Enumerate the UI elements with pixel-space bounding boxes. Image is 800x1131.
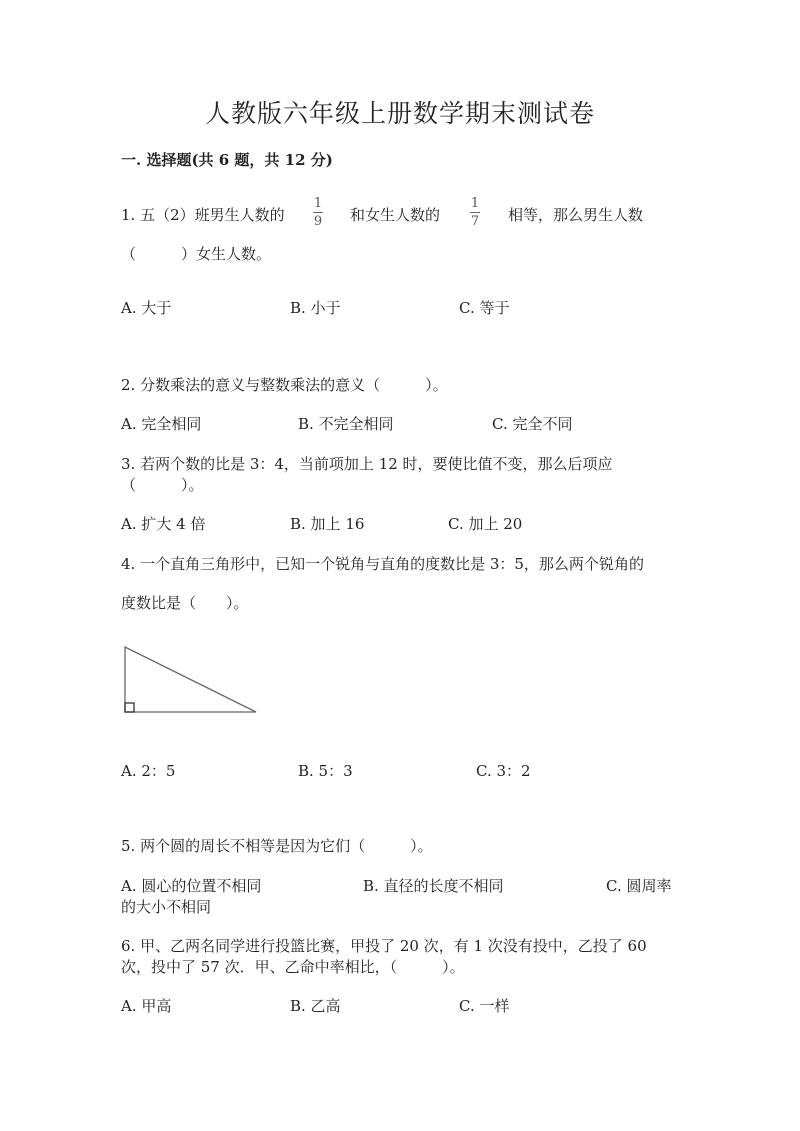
q4-text-line1: 4. 一个直角三角形中，已知一个锐角与直角的度数比是 3：5，那么两个锐角的 (121, 555, 644, 573)
q5-option-a: A. 圆心的位置不相同 (121, 877, 262, 895)
q5-option-b: B. 直径的长度不相同 (363, 877, 504, 895)
q4-option-c: C. 3：2 (476, 762, 531, 780)
q2-option-a: A. 完全相同 (121, 415, 202, 433)
q3-option-a: A. 扩大 4 倍 (121, 515, 206, 533)
q3-text-line1: 3. 若两个数的比是 3：4，当前项加上 12 时，要使比值不变，那么后项应 (121, 455, 613, 473)
q5-option-c-continued: 的大小不相同 (121, 898, 212, 916)
q1-fraction-1-numerator: 1 (313, 196, 323, 211)
q6-option-a: A. 甲高 (121, 997, 172, 1015)
q3-option-c: C. 加上 20 (448, 515, 523, 533)
q5-option-c: C. 圆周率 (606, 877, 672, 895)
q1-option-a: A. 大于 (121, 299, 172, 317)
q2-option-b: B. 不完全相同 (298, 415, 394, 433)
q4-text-line2: 度数比是（ ）。 (121, 594, 249, 612)
q6-option-c: C. 一样 (459, 997, 510, 1015)
q3-text-line2: （ ）。 (121, 476, 204, 494)
q2-option-c: C. 完全不同 (492, 415, 573, 433)
q1-text-part1: 1. 五（2）班男生人数的 (121, 206, 285, 224)
q5-text: 5. 两个圆的周长不相等是因为它们（ ）。 (121, 837, 433, 855)
section-heading: 一. 选择题(共 6 题，共 12 分) (121, 151, 333, 169)
q1-fraction-1-denominator: 9 (313, 214, 323, 229)
q1-fraction-2 (470, 197, 480, 228)
q1-text-part3: 相等，那么男生人数 (508, 206, 644, 224)
q1-text-part2: 和女生人数的 (350, 206, 441, 224)
q1-option-c: C. 等于 (459, 299, 510, 317)
q1-fraction-2-denominator: 7 (470, 214, 480, 229)
q6-text-line1: 6. 甲、乙两名同学进行投篮比赛，甲投了 20 次，有 1 次没有投中，乙投了 60 (121, 937, 647, 955)
q6-text-line2: 次，投中了 57 次．甲、乙命中率相比，（ ）。 (121, 958, 465, 976)
page-title: 人教版六年级上册数学期末测试卷 (204, 99, 595, 128)
q1-option-b: B. 小于 (290, 299, 341, 317)
q4-option-b: B. 5：3 (298, 762, 353, 780)
q6-option-b: B. 乙高 (290, 997, 341, 1015)
q3-option-b: B. 加上 16 (290, 515, 365, 533)
q1-fraction-2-numerator: 1 (470, 196, 480, 211)
q2-text: 2. 分数乘法的意义与整数乘法的意义（ ）。 (121, 376, 448, 394)
q1-fraction-1 (313, 197, 323, 228)
q4-option-a: A. 2：5 (121, 762, 176, 780)
q1-text-part4: （ ）女生人数。 (121, 245, 272, 263)
right-triangle-figure (118, 643, 263, 719)
